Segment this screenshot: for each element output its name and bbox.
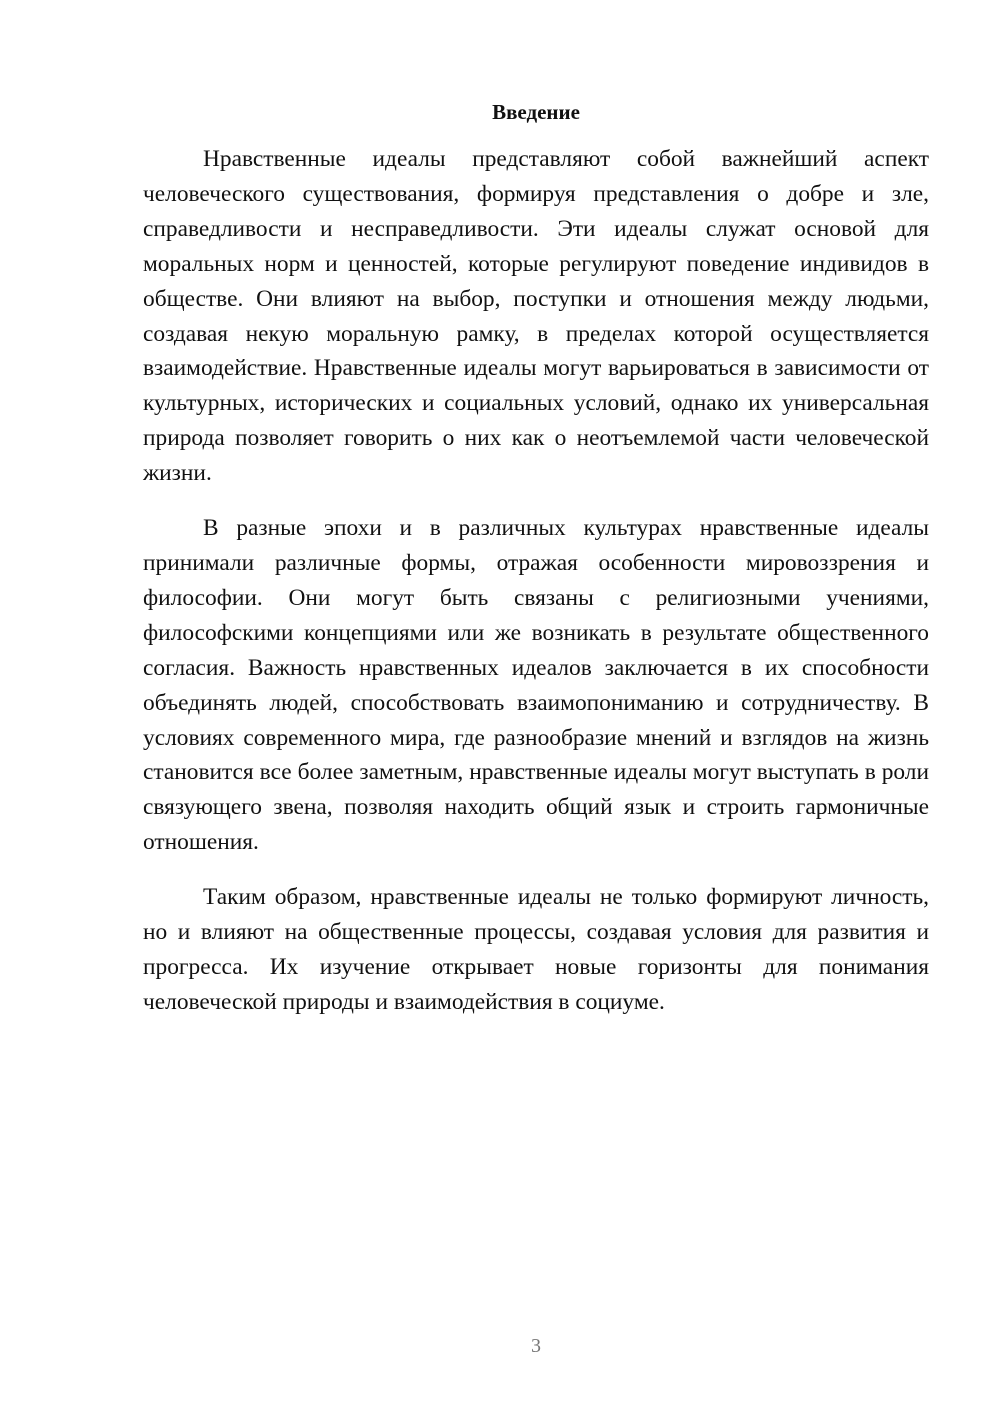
page-number: 3 [531,1335,541,1357]
body-text [143,142,929,1020]
paragraph: В разные эпохи и в различных культурах нравственные идеалы принимали различные формы, отражая особенности мировоззрения и философии. Они могут быть связаны с религиозными учениями, философскими концепциями или же возникать в результате общественного согласия. Важность нравственных идеалов заключается в их способности объединять людей, способствовать взаимопониманию и сотрудничеству. В условиях современного мира, где разнообразие мнений и взглядов на жизнь становится все более заметным, нравственные идеалы могут выступать в роли связующего звена, позволяя находить общий язык и строить гармоничные отношения. [143,515,929,856]
paragraph: Нравственные идеалы представляют собой важнейший аспект человеческого существования, формируя представления о добре и зле, справедливости и несправедливости. Эти идеалы служат основой для моральных норм и ценностей, которые регулируют поведение индивидов в обществе. Они влияют на выбор, поступки и отношения между людьми, создавая некую моральную рамку, в пределах которой осуществляется взаимодействие. Нравственные идеалы могут варьироваться в зависимости от культурных, исторических и социальных условий, однако их универсальная природа позволяет говорить о них как о неотъемлемой части человеческой жизни. [143,146,929,487]
paragraph: Таким образом, нравственные идеалы не только формируют личность, но и влияют на общественные процессы, создавая условия для развития и прогресса. Их изучение открывает новые горизонты для понимания человеческой природы и взаимодействия в социуме. [143,884,929,1015]
section-heading: Введение [492,100,580,124]
